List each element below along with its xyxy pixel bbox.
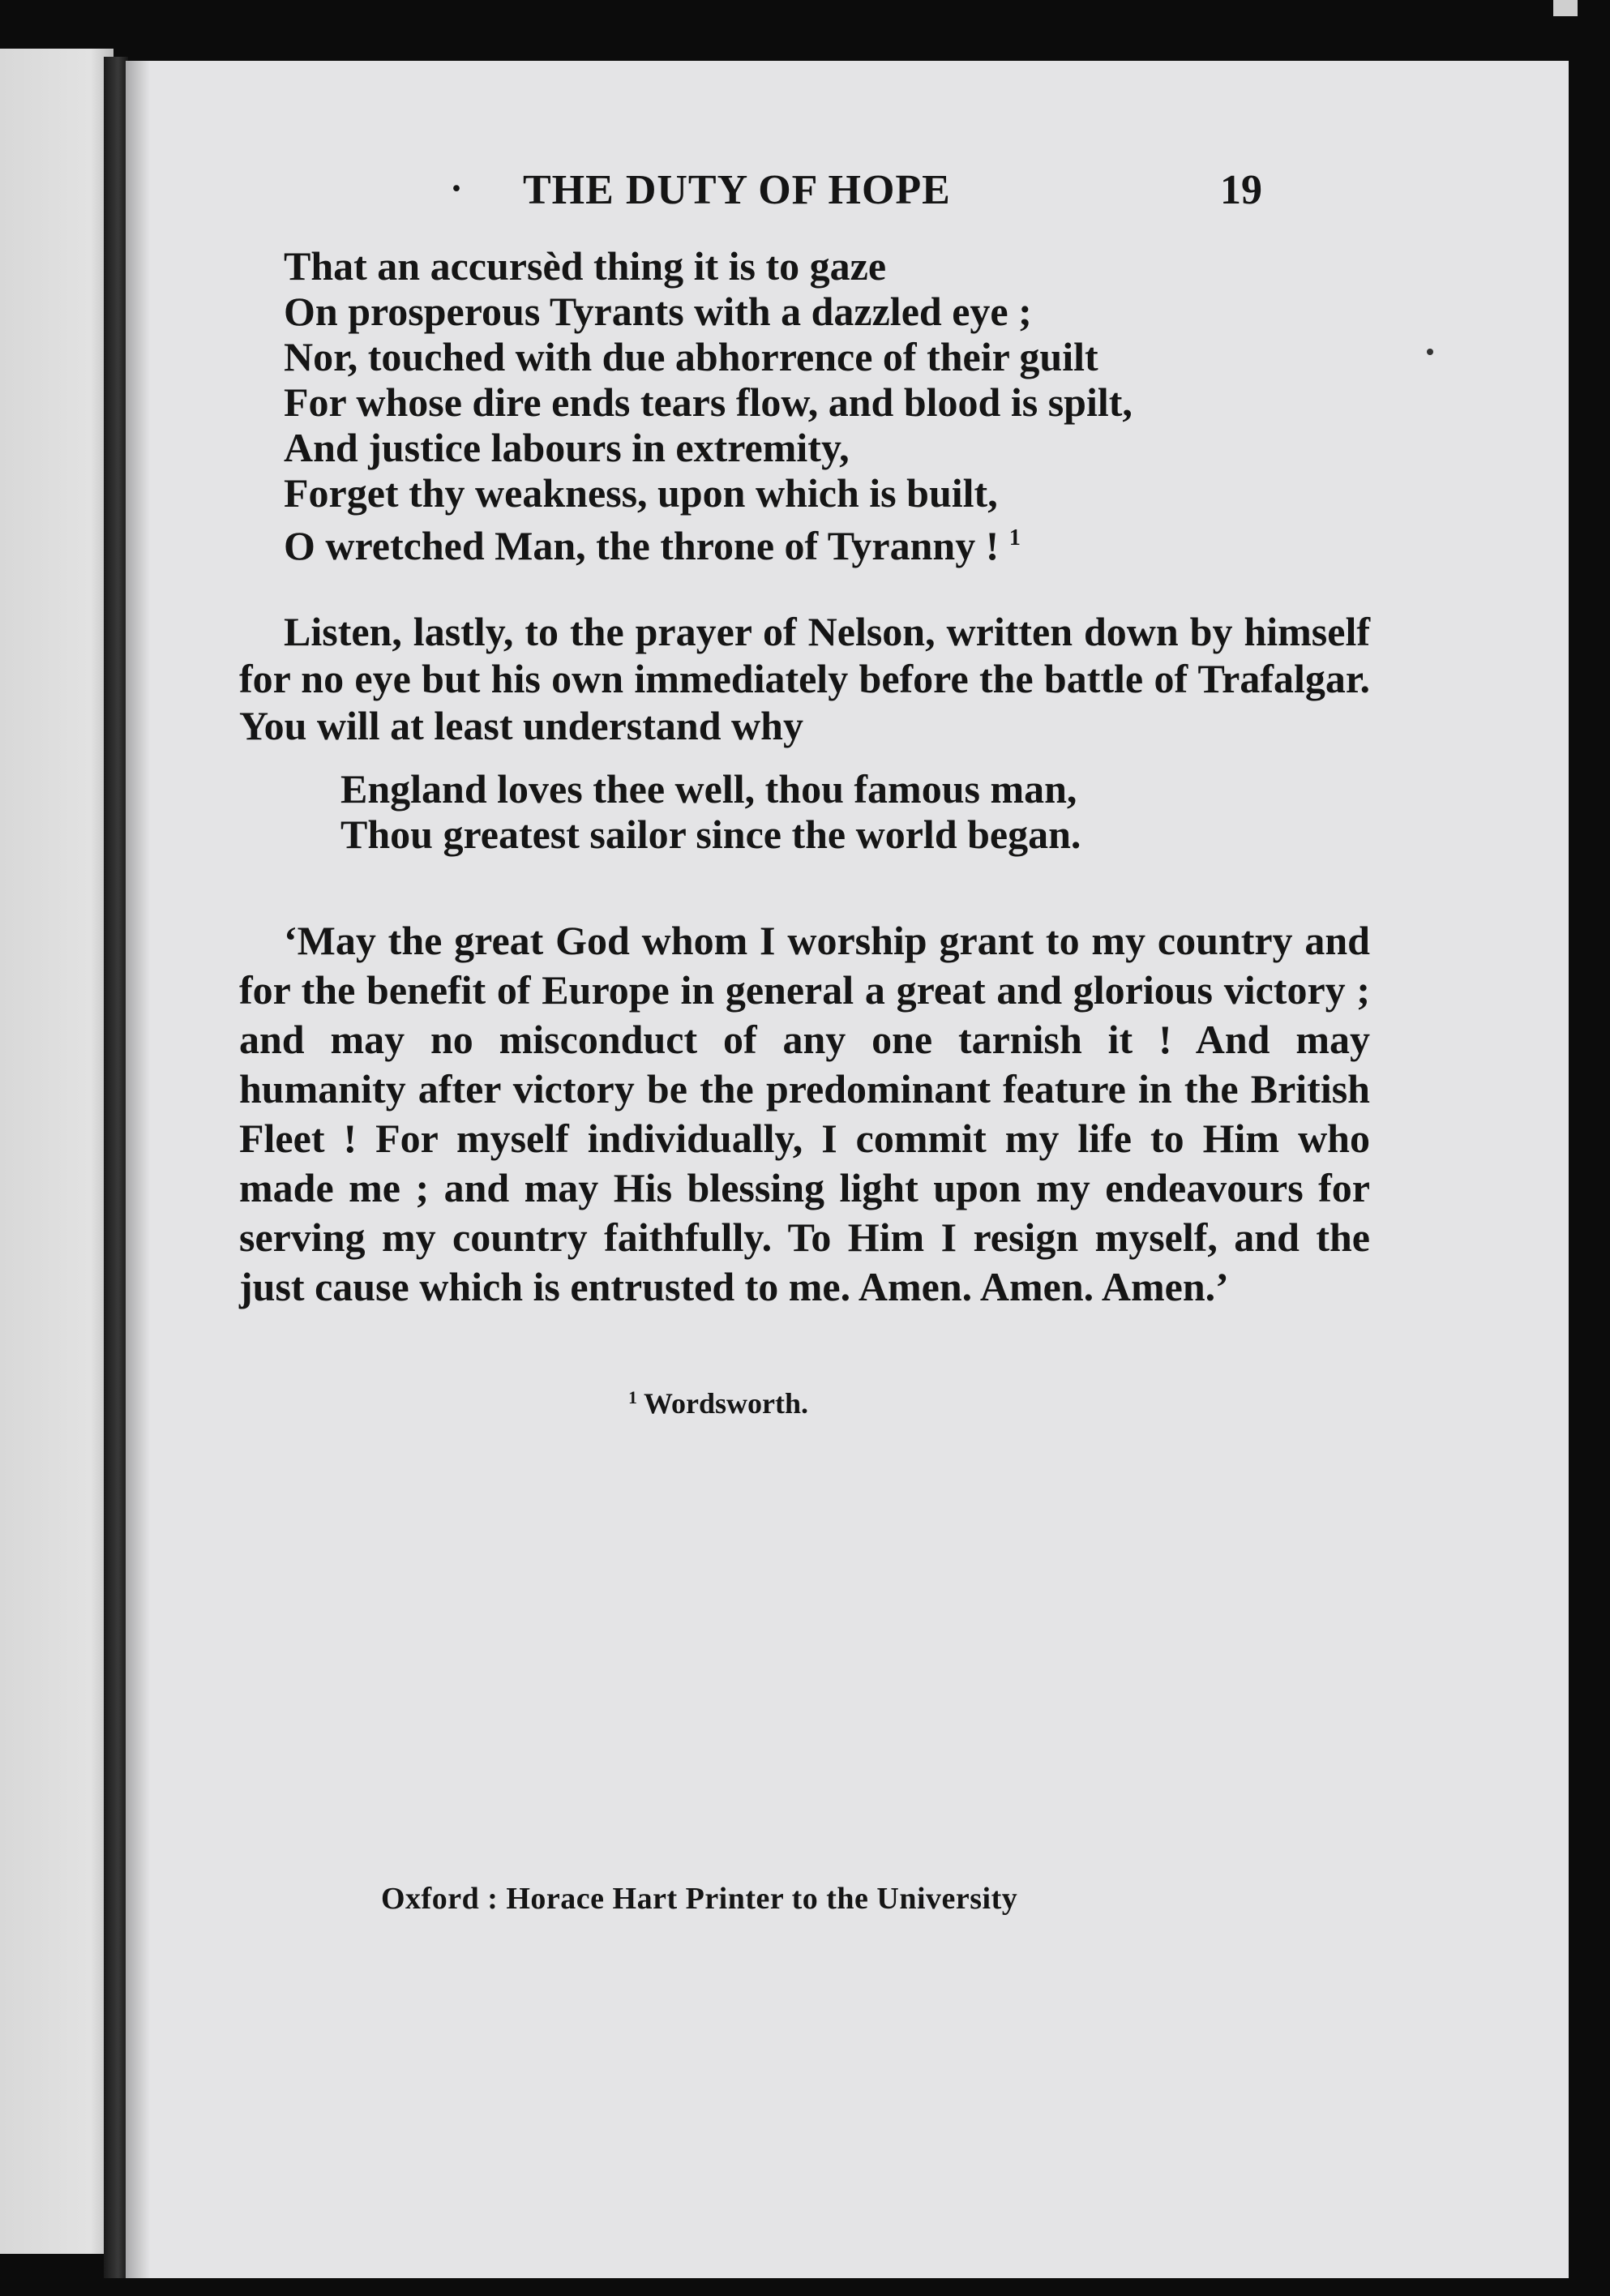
- page-number: 19: [1220, 167, 1262, 213]
- verse-line: O wretched Man, the throne of Tyranny !: [284, 523, 1000, 568]
- book-gutter: [104, 57, 128, 2278]
- verse-line: And justice labours in extremity,: [284, 425, 850, 470]
- paragraph-nelson-prayer: ‘May the great God whom I worship grant to my country and for the benefit of Europe in general a great and glorious victory ; and may no misconduct of any one tarnish it ! And may humanity after victory be the predominant feature in the British Fleet ! For myself individually, I commit my life to Him who made me ; and may His blessing light upon my endeavours for serving my country faithfully. To Him I resign myself, and the just cause which is entrusted to me. Amen. Amen. Amen.’: [239, 918, 1370, 1309]
- couplet-line: England loves thee well, thou famous man,: [340, 766, 1077, 812]
- footnote-reference: 1: [1008, 525, 1021, 550]
- printer-imprint: Oxford : Horace Hart Printer to the University: [381, 1882, 1018, 1916]
- verse-last-line: [284, 516, 1133, 568]
- couplet-line: Thou greatest sailor since the world began.: [340, 812, 1081, 857]
- couplet-quotation: [340, 766, 1081, 857]
- head-ornament: ·: [450, 167, 464, 210]
- verse-line: Nor, touched with due abhorrence of their guilt: [284, 334, 1098, 379]
- verse-line: Forget thy weakness, upon which is built,: [284, 470, 998, 516]
- verse-line: On prosperous Tyrants with a dazzled eye ;: [284, 289, 1032, 334]
- scan-artifact: [1553, 0, 1578, 16]
- book-page: [126, 61, 1569, 2278]
- verse-line: That an accursèd thing it is to gaze: [284, 243, 887, 289]
- verse-line: For whose dire ends tears flow, and blood is spilt,: [284, 379, 1133, 425]
- verse-quotation: [284, 243, 1133, 568]
- running-head-title: THE DUTY OF HOPE: [523, 167, 951, 213]
- scan-speck: [1427, 349, 1433, 355]
- footnote-marker: 1: [628, 1387, 637, 1407]
- running-head: [126, 166, 1569, 231]
- footnote-text: Wordsworth.: [644, 1387, 809, 1420]
- footnote: [628, 1386, 808, 1420]
- paragraph-nelson-intro: Listen, lastly, to the prayer of Nelson, written down by himself for no eye but his own immediately before the battle of Trafalgar. You will at least understand why: [239, 609, 1370, 748]
- previous-page-edge: [0, 49, 113, 2254]
